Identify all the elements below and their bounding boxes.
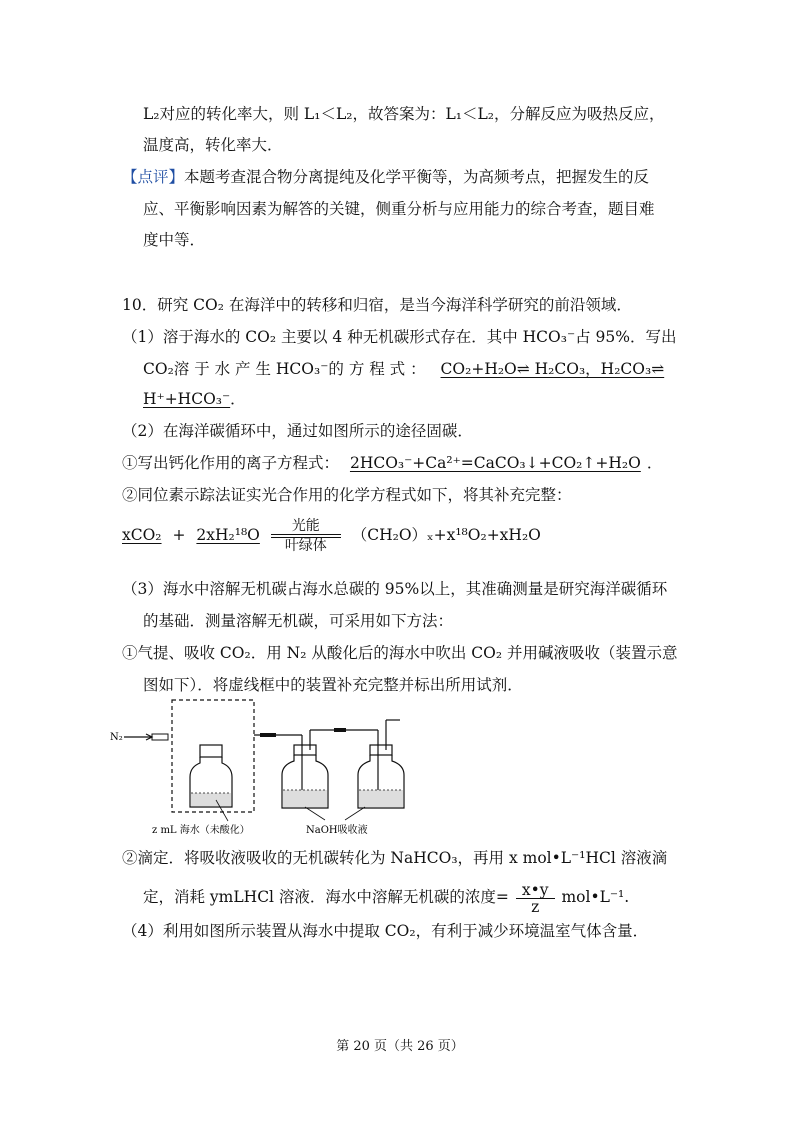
answer-text: H⁺+HCO₃⁻ — [143, 390, 231, 408]
question-text: 定，消耗 ymLHCl 溶液．海水中溶解无机碳的浓度= — [143, 888, 509, 906]
answer-text: 2HCO₃⁻+Ca²⁺=CaCO₃↓+CO₂↑+H₂O — [349, 454, 641, 472]
text-line: ②同位素示踪法证实光合作用的化学方程式如下，将其补充完整： — [122, 486, 572, 504]
concentration-fraction — [516, 882, 555, 915]
text-line: 本题考查混合物分离提纯及化学平衡等，为高频考点，把握发生的反 — [184, 168, 650, 186]
text-line: 图如下）．将虚线框中的装置补充完整并标出所用试剂． — [143, 676, 523, 694]
review-tag: 【点评】 — [122, 168, 185, 186]
text-line: 的基础．测量溶解无机碳，可采用如下方法： — [143, 612, 454, 630]
text-line: （3）海水中溶解无机碳占海水总碳的 95%以上，其准确测量是研究海洋碳循环 — [122, 580, 668, 598]
text-line: 应、平衡影响因素为解答的关键，侧重分析与应用能力的综合考查，题目难 — [143, 200, 655, 218]
fraction-numerator: x•y — [516, 882, 555, 899]
punct: ． — [230, 390, 246, 408]
text-line — [143, 388, 246, 410]
apparatus-diagram — [110, 695, 410, 843]
page-footer: 第 20 页（共 26 页） — [336, 1039, 464, 1054]
text-line — [143, 358, 664, 380]
text-line: L₂对应的转化率大，则 L₁＜L₂，故答案为：L₁＜L₂，分解反应为吸热反应， — [143, 105, 665, 123]
punct: ． — [646, 454, 663, 472]
equation — [122, 517, 541, 554]
text-line — [143, 879, 629, 915]
text-line: （2）在海洋碳循环中，通过如图所示的途径固碳． — [122, 422, 473, 440]
condition-bottom: 叶绿体 — [284, 538, 327, 554]
text-line: ②滴定．将吸收液吸收的无机碳转化为 NaHCO₃，再用 x mol•L⁻¹HCl 溶液滴 — [122, 849, 668, 867]
answer-text: 2xH₂¹⁸O — [196, 526, 260, 544]
text-line: （4）利用如图所示装置从海水中提取 CO₂，有利于减少环境温室气体含量． — [122, 922, 649, 940]
answer-text: CO₂+H₂O⇌ H₂CO₃，H₂CO₃⇌ — [440, 360, 665, 378]
fraction-denominator: z — [531, 897, 540, 916]
seawater-label: z mL 海水（未酸化） — [152, 825, 250, 836]
n2-label: N₂ — [110, 732, 123, 743]
text-line: 度中等． — [143, 231, 206, 249]
reaction-arrow — [271, 518, 341, 554]
text-line: 温度高，转化率大． — [143, 136, 283, 154]
condition-top: 光能 — [291, 518, 320, 534]
text-line: （1）溶于海水的 CO₂ 主要以 4 种无机碳形式存在．其中 HCO₃⁻占 95%．写出 — [122, 328, 677, 346]
plus-sign: + — [172, 526, 186, 544]
text-line — [122, 452, 662, 474]
question-title: 10．研究 CO₂ 在海洋中的转移和归宿，是当今海洋科学研究的前沿领域． — [122, 296, 632, 314]
unit-text: mol•L⁻¹. — [561, 888, 630, 906]
equation-products: （CH₂O）ₓ+x¹⁸O₂+xH₂O — [351, 526, 541, 544]
question-text: ①写出钙化作用的离子方程式： — [122, 454, 340, 472]
review-paragraph — [122, 166, 649, 188]
question-text: CO₂溶 于 水 产 生 HCO₃⁻的 方 程 式 ： — [143, 360, 426, 378]
naoh-label: NaOH吸收液 — [306, 825, 368, 836]
answer-text: xCO₂ — [122, 526, 162, 544]
text-line: ①气提、吸收 CO₂．用 N₂ 从酸化后的海水中吹出 CO₂ 并用碱液吸收（装置示意 — [122, 644, 678, 662]
